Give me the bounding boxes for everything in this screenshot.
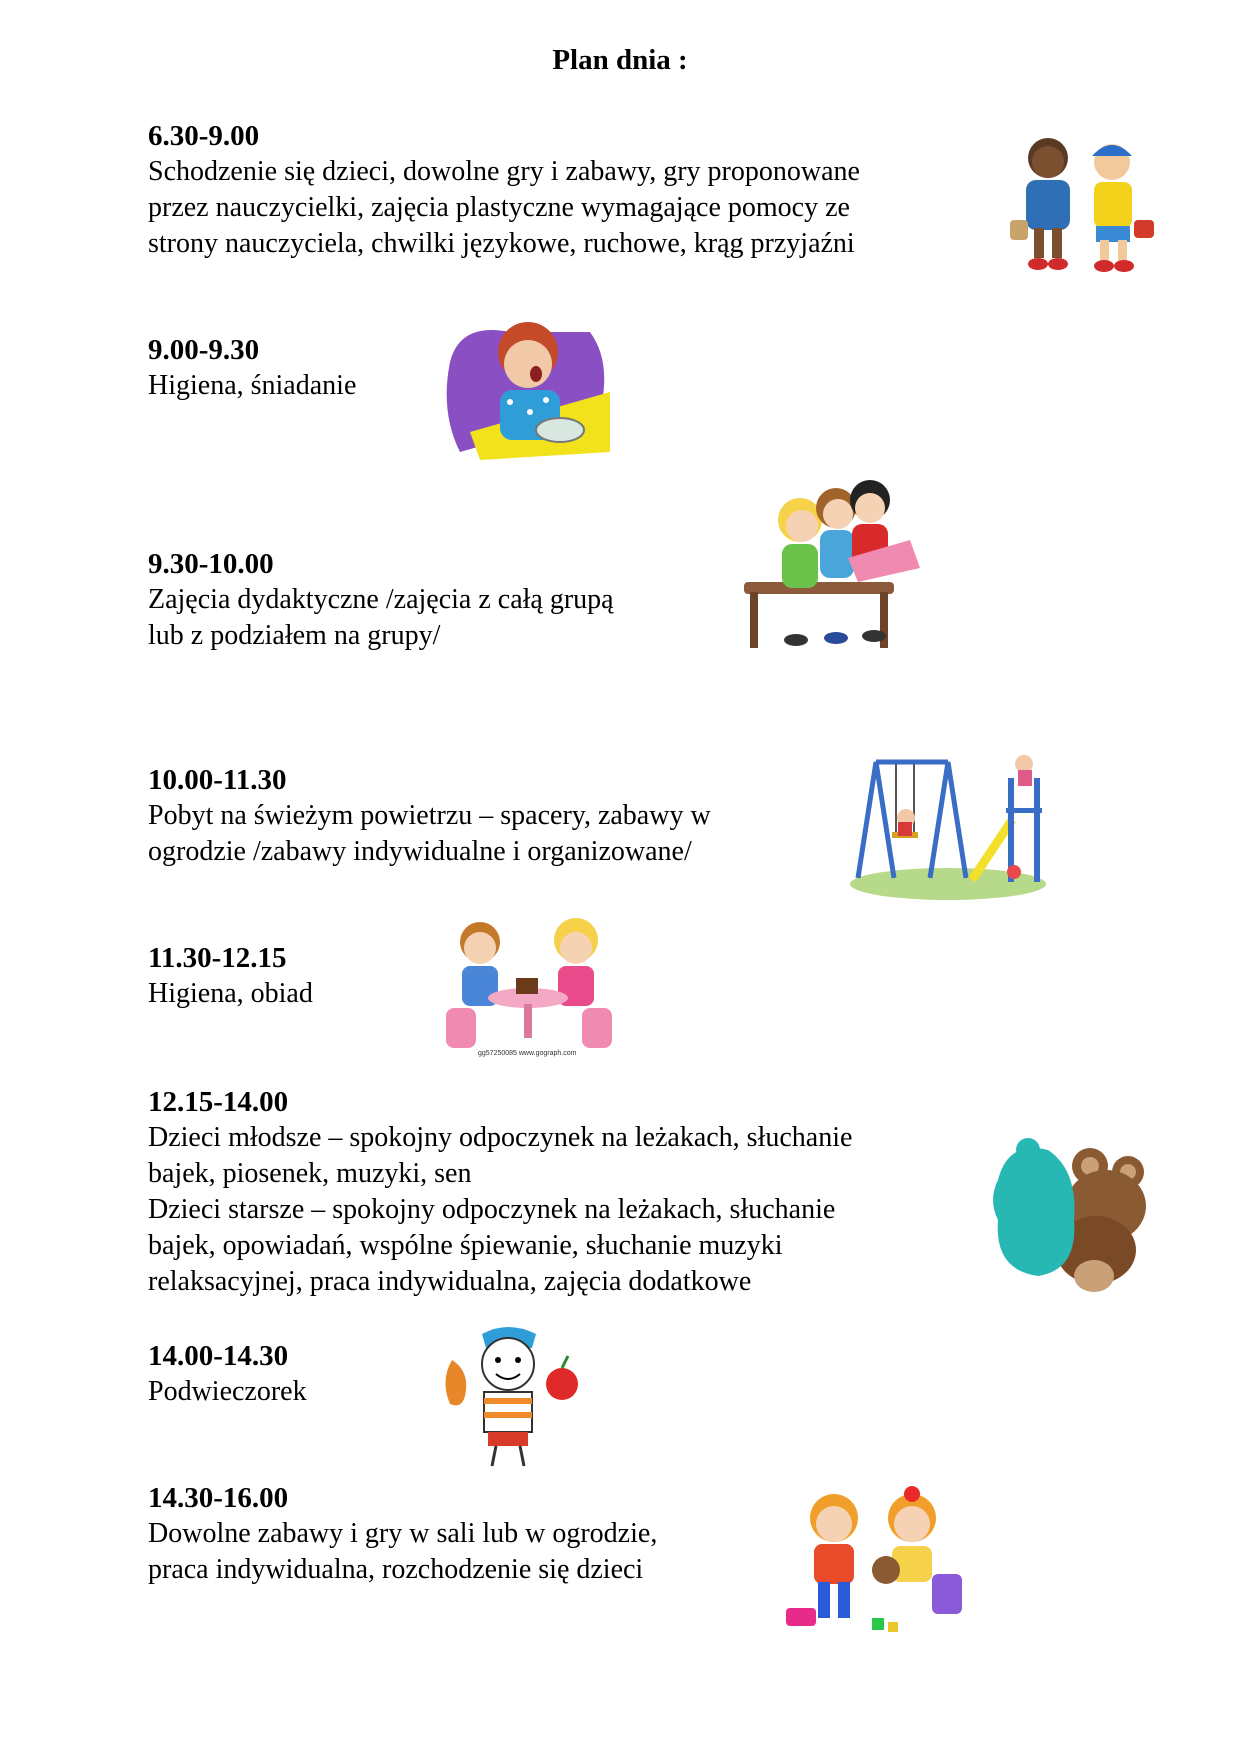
girl-eating-breakfast-icon (440, 302, 616, 464)
time-range: 6.30-9.00 (148, 120, 260, 152)
page-title: Plan dnia : (552, 44, 688, 76)
activity-description: Dzieci młodsze – spokojny odpoczynek na leżakach, słuchanie bajek, piosenek, muzyki, sen Dzieci starsze – spokojny odpoczynek na leżakach, słuchanie bajek, opowiadań, wspólne śpiewanie, słuchanie muzyki relaksacyjnej, praca indywidualna, zajęcia dodatkowe (148, 1122, 853, 1297)
activity-description: Schodzenie się dzieci, dowolne gry i zabawy, gry proponowane przez nauczycielki, zajęcia plastyczne wymagające pomocy ze strony nauczyciela, chwilki językowe, ruchowe, krąg przyjaźni (148, 156, 860, 259)
activity-description: Zajęcia dydaktyczne /zajęcia z całą grupą lub z podziałem na grupy/ (148, 584, 614, 651)
schedule-item (148, 1084, 852, 1300)
activity-description: Pobyt na świeżym powietrzu – spacery, zabawy w ogrodzie /zabawy indywidualne i organizowane/ (148, 800, 711, 867)
time-range: 9.00-9.30 (148, 334, 260, 366)
watermark-text: gg57250085 www.gograph.com (478, 1050, 577, 1057)
playground-swings-slide-icon (848, 748, 1048, 900)
schedule-item (148, 546, 614, 654)
schedule-item (148, 1338, 307, 1410)
time-range: 12.15-14.00 (148, 1086, 289, 1118)
time-range: 10.00-11.30 (148, 764, 287, 796)
time-range: 14.30-16.00 (148, 1482, 289, 1514)
schedule-item (148, 940, 313, 1012)
children-walking-to-school-icon (1000, 128, 1160, 288)
time-range: 11.30-12.15 (148, 942, 287, 974)
teddy-bear-pillow-icon (978, 1120, 1148, 1296)
schedule-item (148, 118, 860, 262)
activity-description: Higiena, śniadanie (148, 370, 357, 401)
activity-description: Podwieczorek (148, 1376, 307, 1407)
schedule-item (148, 1480, 657, 1588)
schedule-item (148, 762, 711, 870)
boy-with-fruit-icon (432, 1320, 582, 1470)
time-range: 9.30-10.00 (148, 548, 274, 580)
children-reading-on-bench-icon (740, 478, 936, 674)
schedule-item (148, 332, 356, 404)
children-eating-at-table-icon (440, 912, 618, 1062)
time-range: 14.00-14.30 (148, 1340, 289, 1372)
children-playing-toys-icon (782, 1478, 966, 1638)
activity-description: Higiena, obiad (148, 978, 313, 1009)
activity-description: Dowolne zabawy i gry w sali lub w ogrodzie, praca indywidualna, rozchodzenie się dzieci (148, 1518, 658, 1585)
